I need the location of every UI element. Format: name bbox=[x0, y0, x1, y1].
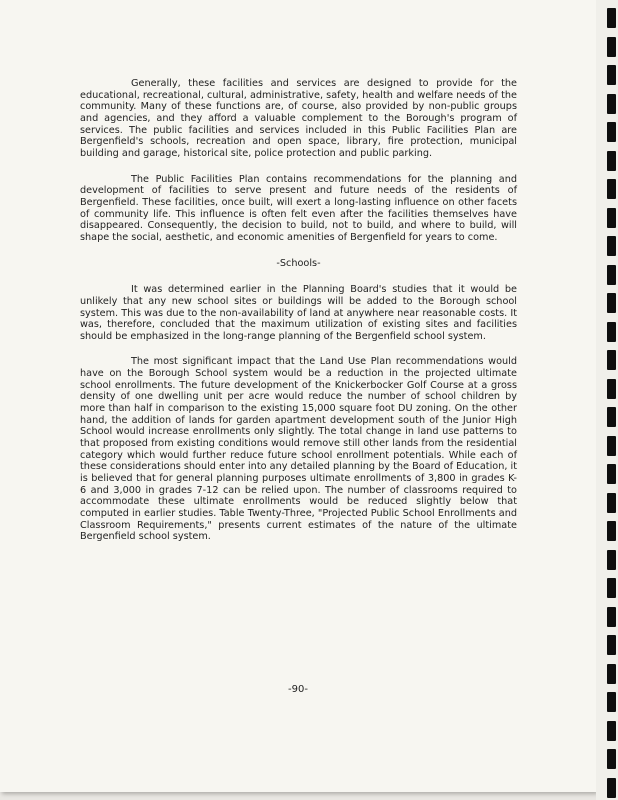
body-text bbox=[80, 78, 517, 557]
binding-slot bbox=[607, 265, 616, 285]
binding-slot bbox=[607, 721, 616, 741]
binding-slot bbox=[607, 778, 616, 798]
spiral-binding bbox=[596, 0, 618, 800]
binding-slot bbox=[607, 379, 616, 399]
binding-slot bbox=[607, 208, 616, 228]
binding-slot bbox=[607, 65, 616, 85]
binding-slot bbox=[607, 151, 616, 171]
binding-slot bbox=[607, 692, 616, 712]
binding-slot bbox=[607, 8, 616, 28]
binding-slot bbox=[607, 550, 616, 570]
page-number: -90- bbox=[288, 684, 308, 695]
binding-slot bbox=[607, 407, 616, 427]
binding-slot bbox=[607, 749, 616, 769]
binding-slot bbox=[607, 521, 616, 541]
binding-slot bbox=[607, 37, 616, 57]
binding-slot bbox=[607, 635, 616, 655]
paragraph-school-sites: It was determined earlier in the Planning Board's studies that it would be unlikely that any new school sites or buildings will be added to the Borough school system. This was due to the non-availability of land at anywhere near reasonable costs. It was, therefore, concluded that the maximum utilization of existing sites and facilities should be emphasized in the long-range planning of the Bergenfield school system. bbox=[80, 284, 517, 342]
binding-slot bbox=[607, 578, 616, 598]
binding-slot bbox=[607, 464, 616, 484]
binding-slot bbox=[607, 236, 616, 256]
binding-slot bbox=[607, 94, 616, 114]
binding-slot bbox=[607, 664, 616, 684]
paragraph-plan-purpose: The Public Facilities Plan contains recommendations for the planning and development of facilities to serve present and future needs of the residents of Bergenfield. These facilities, once built, will exert a long-lasting influence on other facets of community life. This influence is often felt even after the facilities themselves have disappeared. Consequently, the decision to build, not to build, and where to build, will shape the social, aesthetic, and economic amenities of Bergenfield for years to come. bbox=[80, 173, 517, 243]
binding-slot bbox=[607, 436, 616, 456]
binding-slot bbox=[607, 493, 616, 513]
binding-slot bbox=[607, 179, 616, 199]
binding-slot bbox=[607, 293, 616, 313]
binding-slot bbox=[607, 350, 616, 370]
binding-slot bbox=[607, 122, 616, 142]
paragraph-facilities-overview: Generally, these facilities and services are designed to provide for the educational, recreational, cultural, administrative, safety, health and welfare needs of the community. Many of these functions are, of course, also provided by non-public groups and agencies, and they afford a valuable complement to the Borough's program of services. The public facilities and services included in this Public Facilities Plan are Bergenfield's schools, recreation and open space, library, fire protection, municipal building and garage, historical site, police protection and public parking. bbox=[80, 78, 517, 159]
binding-slot bbox=[607, 607, 616, 627]
section-heading-schools: -Schools- bbox=[276, 257, 321, 269]
binding-slot bbox=[607, 322, 616, 342]
paragraph-enrollment-impact: The most significant impact that the Land Use Plan recommendations would have on the Borough School system would be a reduction in the projected ultimate school enrollments. The future development of the Knickerbocker Golf Course at a gross density of one dwelling unit per acre would reduce the number of school children by more than half in comparison to the existing 15,000 square foot DU zoning. On the other hand, the addition of lands for garden apartment development south of the Junior High School would increase enrollments only slightly. The total change in land use patterns to that proposed from existing conditions would remove still other lands from the residential category which would further reduce future school enrollment potentials. While each of these considerations should enter into any detailed planning by the Board of Education, it is believed that for general planning purposes ultimate enrollments of 3,800 in grades K-6 and 3,000 in grades 7-12 can be relied upon. The number of classrooms required to accommodate these ultimate enrollments would be reduced slightly below that computed in earlier studies. Table Twenty-Three, "Projected Public School Enrollments and Classroom Requirements," presents current estimates of the nature of the ultimate Bergenfield school system. bbox=[80, 356, 517, 543]
